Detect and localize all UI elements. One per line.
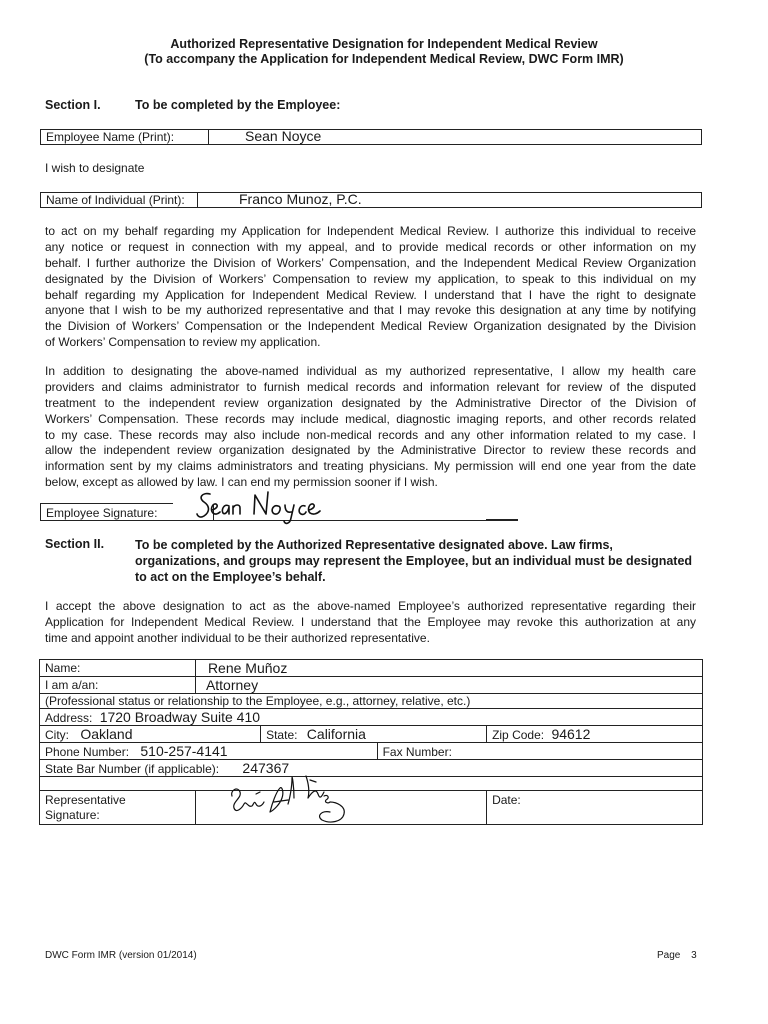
paragraph-line: time and appoint another individual to be their authorized representative. (45, 630, 430, 645)
table-row (40, 660, 703, 677)
section1-heading: To be completed by the Employee: (135, 98, 341, 112)
individual-name-label: Name of Individual (Print): (41, 193, 198, 207)
paragraph-line: any notice or request in connection with my appeal, and to provide medical records or other information on my (45, 239, 696, 254)
address-field[interactable] (40, 709, 703, 726)
employee-name-value[interactable]: Sean Noyce (245, 128, 322, 144)
date-label: Date: (492, 793, 521, 807)
state-field[interactable] (261, 726, 487, 743)
state-value: California (306, 726, 366, 742)
name-value: Rene Muñoz (207, 660, 288, 676)
paragraph-line: I accept the above designation to act as the above-named Employee’s authorized representative regarding their (45, 599, 696, 613)
form-version: DWC Form IMR (version 01/2014) (45, 950, 197, 961)
paragraph-line: behalf. I further authorize the Division of Workers’ Compensation, and the Independent Medical Review Organization (45, 255, 696, 270)
paragraph-line: of Workers’ Compensation to review my application. (45, 335, 321, 350)
rep-signature-image (226, 768, 356, 838)
paragraph-line: allow the independent review organization designated by the Administrative Director to review these records and (45, 443, 696, 458)
paragraph-line: designated by the Division of Workers’ Compensation to review my application, to speak to this individual on my (45, 271, 696, 286)
section2-label: Section II. (45, 537, 105, 551)
name-label: Name: (45, 661, 81, 675)
table-row (40, 760, 703, 777)
rep-signature-label-line2: Signature: (45, 807, 100, 822)
table-row (40, 726, 703, 743)
rep-signature-label-line1: Representative (45, 792, 126, 807)
address-value: 1720 Broadway Suite 410 (99, 709, 261, 725)
form-title: Authorized Representative Designation for Independent Medical Review (170, 37, 598, 51)
zip-label: Zip Code: (492, 728, 545, 742)
zip-value: 94612 (551, 726, 591, 742)
page-number: 3 (691, 950, 697, 961)
employee-signature-image (196, 488, 341, 528)
zip-field[interactable] (487, 726, 703, 743)
authorization-paragraph (45, 224, 696, 351)
bar-number-field[interactable] (40, 760, 703, 777)
section2-heading: To be completed by the Authorized Representative designated above. Law firms, organizations, and groups may represent the Employee, but an individual must be designated to act on the Employee’s behalf. (135, 538, 693, 584)
signature-date-line (486, 519, 518, 520)
paragraph-line: to my case. These records may also include non-medical records and any other information related to my case. I (45, 427, 696, 442)
individual-name-value[interactable]: Franco Munoz, P.C. (239, 191, 362, 207)
state-label: State: (266, 728, 298, 742)
paragraph-line: the Division of Workers’ Compensation or the Independent Medical Review Organization designated by the Division (45, 319, 696, 334)
fax-label: Fax Number: (382, 745, 452, 759)
paragraph-line: In addition to designating the above-named individual as my authorized representative, I allow my health care (45, 364, 696, 378)
page-label-text: Page (657, 950, 681, 961)
table-row (40, 777, 703, 791)
role-field[interactable] (195, 677, 702, 694)
bar-number-value: 247367 (242, 760, 290, 776)
city-field[interactable] (40, 726, 261, 743)
role-value: Attorney (205, 677, 259, 693)
role-hint: (Professional status or relationship to the Employee, e.g., attorney, relative, etc.) (45, 694, 471, 708)
paragraph-line: Workers’ Compensation. These records may include medical, diagnostic imaging reports, and other records related (45, 411, 696, 426)
acceptance-paragraph (45, 599, 696, 647)
fax-field[interactable] (377, 743, 702, 760)
table-row (40, 677, 703, 694)
paragraph-line: information sent by my claims administrators and treating physicians. My permission will end one year from the date (45, 459, 696, 474)
paragraph-line: providers and claims administrator to furnish medical records and information relevant for review of the disputed (45, 379, 696, 394)
table-row (40, 694, 703, 709)
designate-text: I wish to designate (45, 161, 145, 175)
bar-number-label: State Bar Number (if applicable): (45, 762, 220, 776)
paragraph-line: anyone that I wish to be my authorized representative and that I may revoke this designation at any time by notifying (45, 303, 696, 318)
paragraph-line: Application for Independent Medical Review. I understand that the Employee may revoke this authorization at any (45, 614, 696, 629)
table-row (40, 743, 703, 760)
address-label: Address: (45, 711, 93, 725)
section1-label: Section I. (45, 98, 101, 112)
role-label: I am a/an: (45, 678, 99, 692)
employee-name-label: Employee Name (Print): (41, 130, 209, 144)
form-subtitle: (To accompany the Application for Independent Medical Review, DWC Form IMR) (144, 52, 624, 66)
paragraph-line: below, except as allowed by law. I can end my permission sooner if I wish. (45, 475, 438, 490)
city-label: City: (45, 728, 69, 742)
records-permission-paragraph (45, 364, 696, 491)
table-row (40, 791, 703, 825)
paragraph-line: treatment to the independent review organization designated by the Administrative Director of the Division of (45, 395, 696, 410)
phone-value: 510-257-4141 (140, 743, 228, 759)
paragraph-line: behalf regarding my Application for Independent Medical Review. I understand that I have the right to designate (45, 287, 696, 302)
phone-field[interactable] (40, 743, 378, 760)
city-value: Oakland (80, 726, 133, 742)
paragraph-line: to act on my behalf regarding my Application for Independent Medical Review. I authorize this individual to receive (45, 224, 696, 238)
name-field[interactable] (195, 660, 702, 677)
employee-signature-label: Employee Signature: (46, 506, 158, 520)
page-label (657, 950, 697, 961)
table-row (40, 709, 703, 726)
date-field[interactable] (487, 791, 703, 825)
individual-name-field (40, 192, 702, 208)
employee-name-field (40, 129, 702, 145)
phone-label: Phone Number: (45, 745, 130, 759)
representative-info-table (39, 659, 703, 825)
